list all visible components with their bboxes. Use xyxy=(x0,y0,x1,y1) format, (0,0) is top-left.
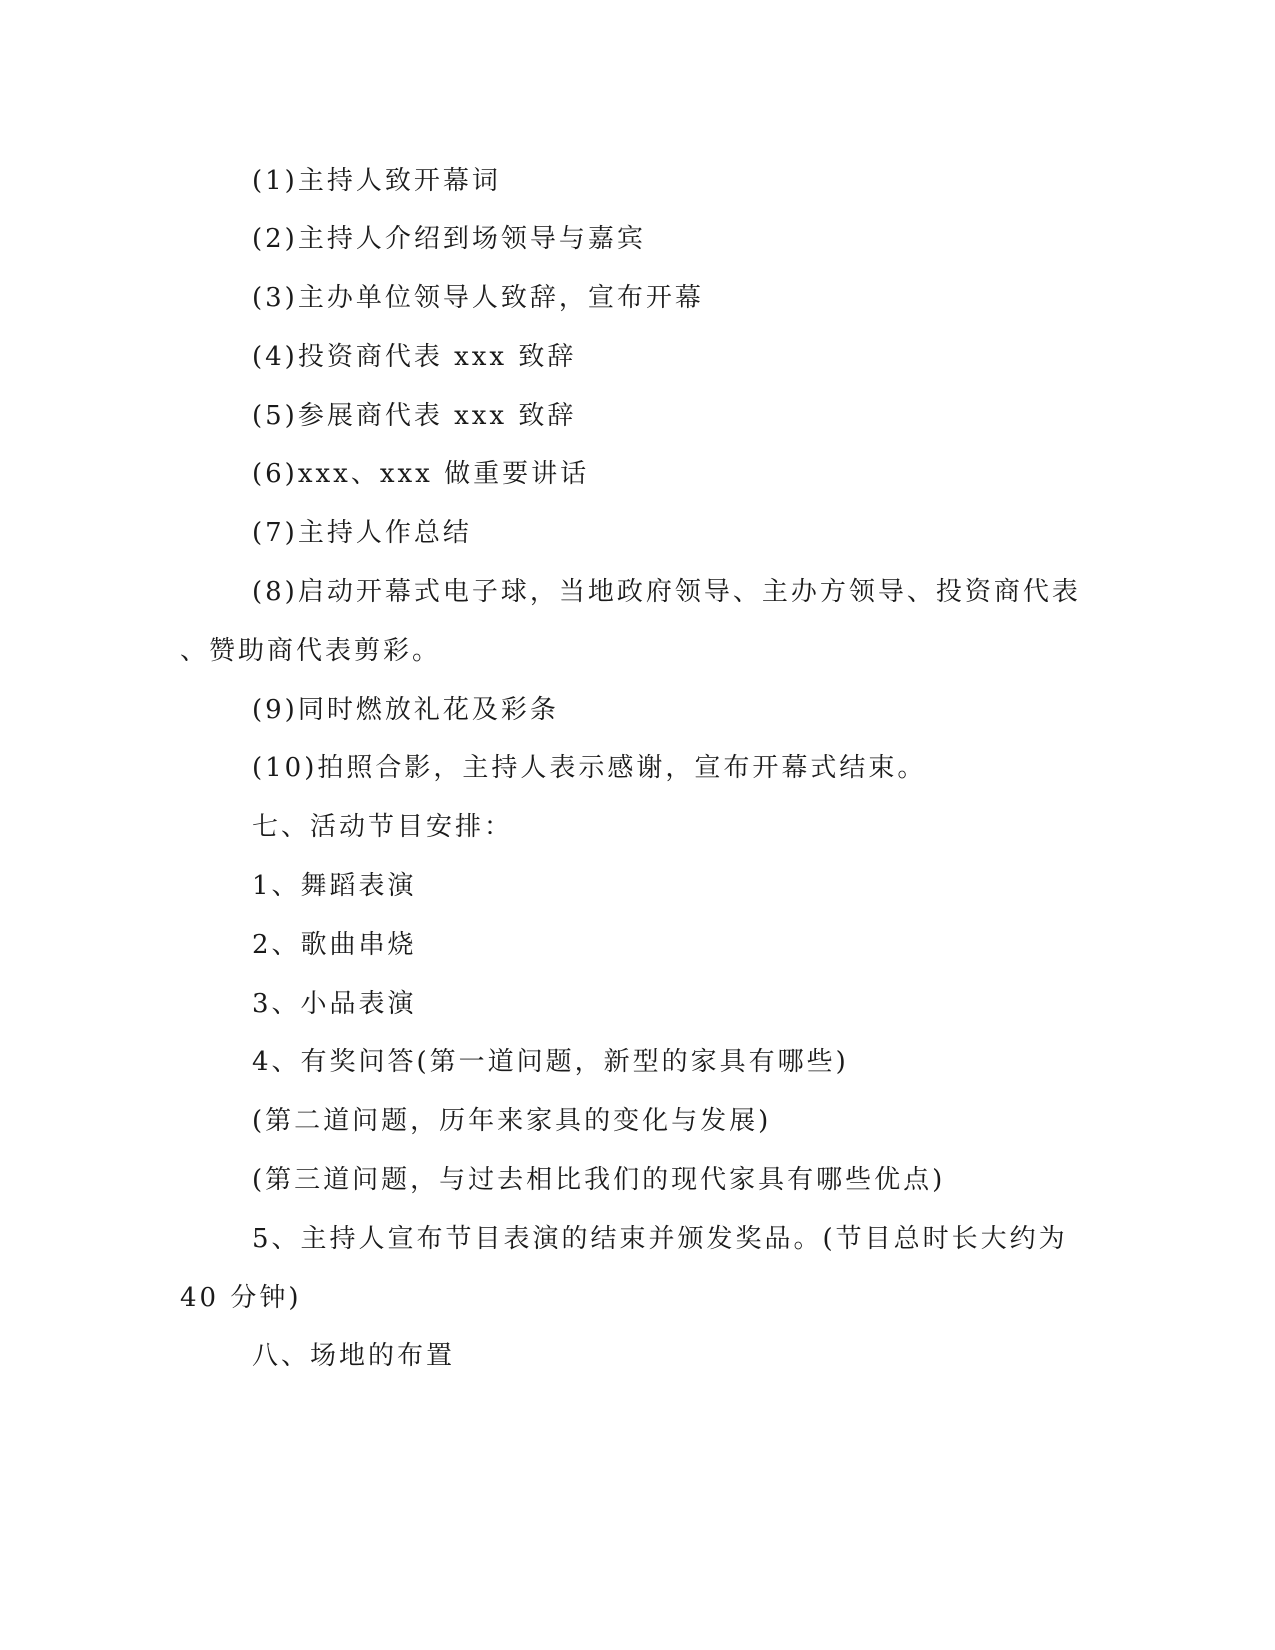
paragraph-line: 40 分钟) xyxy=(180,1283,302,1313)
paragraph-line: 5、主持人宣布节目表演的结束并颁发奖品。(节目总时长大约为 xyxy=(252,1224,1068,1254)
paragraph-line: (2)主持人介绍到场领导与嘉宾 xyxy=(252,224,646,254)
section-heading: 八、场地的布置 xyxy=(252,1341,456,1371)
paragraph-line: (4)投资商代表 xxx 致辞 xyxy=(252,342,577,372)
paragraph-line: 1、舞蹈表演 xyxy=(252,871,417,901)
paragraph-line: (第三道问题，与过去相比我们的现代家具有哪些优点) xyxy=(252,1165,946,1195)
paragraph-line: (7)主持人作总结 xyxy=(252,518,472,548)
paragraph-line: (8)启动开幕式电子球，当地政府领导、主办方领导、投资商代表 xyxy=(252,577,1081,607)
paragraph-line: 2、歌曲串烧 xyxy=(252,930,417,960)
paragraph-line: (3)主办单位领导人致辞，宣布开幕 xyxy=(252,283,704,313)
paragraph-line: (6)xxx、xxx 做重要讲话 xyxy=(252,459,590,489)
paragraph-line: (5)参展商代表 xxx 致辞 xyxy=(252,401,577,431)
paragraph-line: (10)拍照合影，主持人表示感谢，宣布开幕式结束。 xyxy=(252,753,927,783)
section-heading: 七、活动节目安排： xyxy=(252,812,514,842)
paragraph-line: (1)主持人致开幕词 xyxy=(252,166,501,196)
paragraph-line: 3、小品表演 xyxy=(252,989,417,1019)
paragraph-line: 、赞助商代表剪彩。 xyxy=(180,636,442,666)
paragraph-line: (9)同时燃放礼花及彩条 xyxy=(252,695,559,725)
paragraph-line: (第二道问题，历年来家具的变化与发展) xyxy=(252,1106,772,1136)
paragraph-line: 4、有奖问答(第一道问题，新型的家具有哪些) xyxy=(252,1047,849,1077)
